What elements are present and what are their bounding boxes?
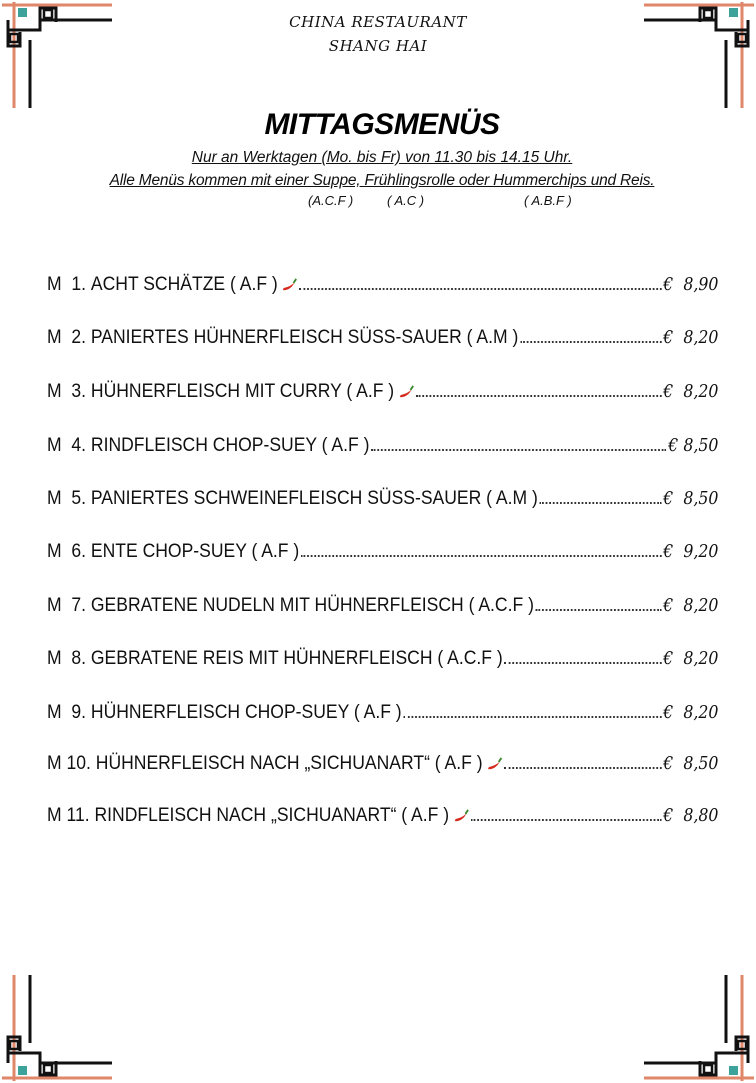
dot-leader bbox=[520, 339, 661, 343]
restaurant-name bbox=[0, 10, 756, 58]
menu-item-price: € 8,20 bbox=[663, 328, 719, 348]
menu-item-name: RINDFLEISCH CHOP-SUEY ( A.F ) bbox=[90, 434, 370, 456]
allergen-suppe: (A.C.F ) bbox=[308, 193, 354, 208]
menu-item-name: ACHT SCHÄTZE ( A.F ) bbox=[90, 273, 278, 295]
corner-ornament-bottom-left bbox=[0, 967, 120, 1083]
menu-item bbox=[47, 429, 718, 457]
dot-leader bbox=[416, 393, 662, 397]
menu-item bbox=[47, 482, 718, 510]
dot-leader bbox=[504, 765, 661, 769]
menu-item-number: M 6. bbox=[47, 540, 87, 562]
menu-item bbox=[47, 696, 718, 724]
menu-item-name: RINDFLEISCH NACH „SICHUANART“ ( A.F ) bbox=[94, 804, 450, 826]
dot-leader bbox=[299, 286, 661, 290]
menu-item-number: M 5. bbox=[47, 487, 87, 509]
menu-item bbox=[47, 799, 718, 827]
corner-ornament-bottom-right bbox=[636, 967, 756, 1083]
menu-item-price: € 8,20 bbox=[663, 703, 719, 723]
dot-leader bbox=[371, 447, 666, 451]
menu-item-name: HÜHNERFLEISCH CHOP-SUEY ( A.F ) bbox=[90, 701, 402, 723]
restaurant-name-line-1: CHINA RESTAURANT bbox=[289, 13, 467, 31]
menu-item-name: PANIERTES SCHWEINEFLEISCH SÜSS-SAUER ( A.M ) bbox=[90, 487, 538, 509]
opening-hours-note: Nur an Werktagen (Mo. bis Fr) von 11.30 bis 14.15 Uhr. bbox=[191, 149, 573, 166]
menu-item bbox=[47, 268, 718, 296]
menu-item bbox=[47, 747, 718, 775]
chili-pepper-icon bbox=[281, 278, 297, 292]
menu-item-number: M 8. bbox=[47, 647, 87, 669]
menu-item-name: GEBRATENE REIS MIT HÜHNERFLEISCH ( A.C.F ) bbox=[90, 647, 503, 669]
dot-leader bbox=[536, 607, 662, 611]
menu-item-price: € 8,20 bbox=[663, 382, 719, 402]
page-title: MITTAGSMENÜS bbox=[264, 108, 500, 141]
dot-leader bbox=[403, 714, 661, 718]
menu-item bbox=[47, 375, 718, 403]
menu-item bbox=[47, 589, 718, 617]
menu-item-number: M 4. bbox=[47, 434, 87, 456]
chili-pepper-icon bbox=[398, 385, 414, 399]
menu-item-price: € 8,20 bbox=[663, 596, 719, 616]
menu-item-number: M 10. bbox=[47, 752, 91, 774]
dot-leader bbox=[540, 500, 662, 504]
dot-leader bbox=[471, 817, 662, 821]
allergen-hummerchips: ( A.B.F ) bbox=[524, 193, 572, 208]
allergen-fruehlingsrolle: ( A.C ) bbox=[387, 193, 425, 208]
chili-pepper-icon bbox=[486, 757, 502, 771]
menu-item-price: € 8,20 bbox=[663, 649, 719, 669]
menu-item-name: HÜHNERFLEISCH MIT CURRY ( A.F ) bbox=[90, 380, 395, 402]
menu-item bbox=[47, 642, 718, 670]
restaurant-name-line-2: SHANG HAI bbox=[328, 37, 428, 55]
menu-item-number: M 7. bbox=[47, 594, 87, 616]
menu-item-price: € 8,50 bbox=[663, 754, 719, 774]
menu-item-price: € 8,50 bbox=[668, 436, 719, 456]
menu-item bbox=[47, 321, 718, 349]
menu-item-number: M 2. bbox=[47, 326, 87, 348]
chili-pepper-icon bbox=[453, 809, 469, 823]
menu-item-name: HÜHNERFLEISCH NACH „SICHUANART“ ( A.F ) bbox=[95, 752, 483, 774]
menu-item-number: M 9. bbox=[47, 701, 87, 723]
menu-item-price: € 8,90 bbox=[663, 275, 719, 295]
menu-item-price: € 8,80 bbox=[663, 806, 719, 826]
menu-item-name: ENTE CHOP-SUEY ( A.F ) bbox=[90, 540, 300, 562]
dot-leader bbox=[301, 553, 661, 557]
dot-leader bbox=[505, 660, 662, 664]
menu-item-price: € 8,50 bbox=[663, 489, 719, 509]
menu-item-price: € 9,20 bbox=[663, 542, 719, 562]
menu-item-name: PANIERTES HÜHNERFLEISCH SÜSS-SAUER ( A.M ) bbox=[90, 326, 519, 348]
menu-item-number: M 3. bbox=[47, 380, 87, 402]
menu-item-number: M 1. bbox=[47, 273, 87, 295]
menu-item bbox=[47, 535, 718, 563]
menu-item-name: GEBRATENE NUDELN MIT HÜHNERFLEISCH ( A.C.F ) bbox=[90, 594, 534, 616]
menu-includes-note: Alle Menüs kommen mit einer Suppe, Frühlingsrolle oder Hummerchips und Reis. bbox=[109, 172, 655, 189]
menu-item-number: M 11. bbox=[47, 804, 90, 826]
